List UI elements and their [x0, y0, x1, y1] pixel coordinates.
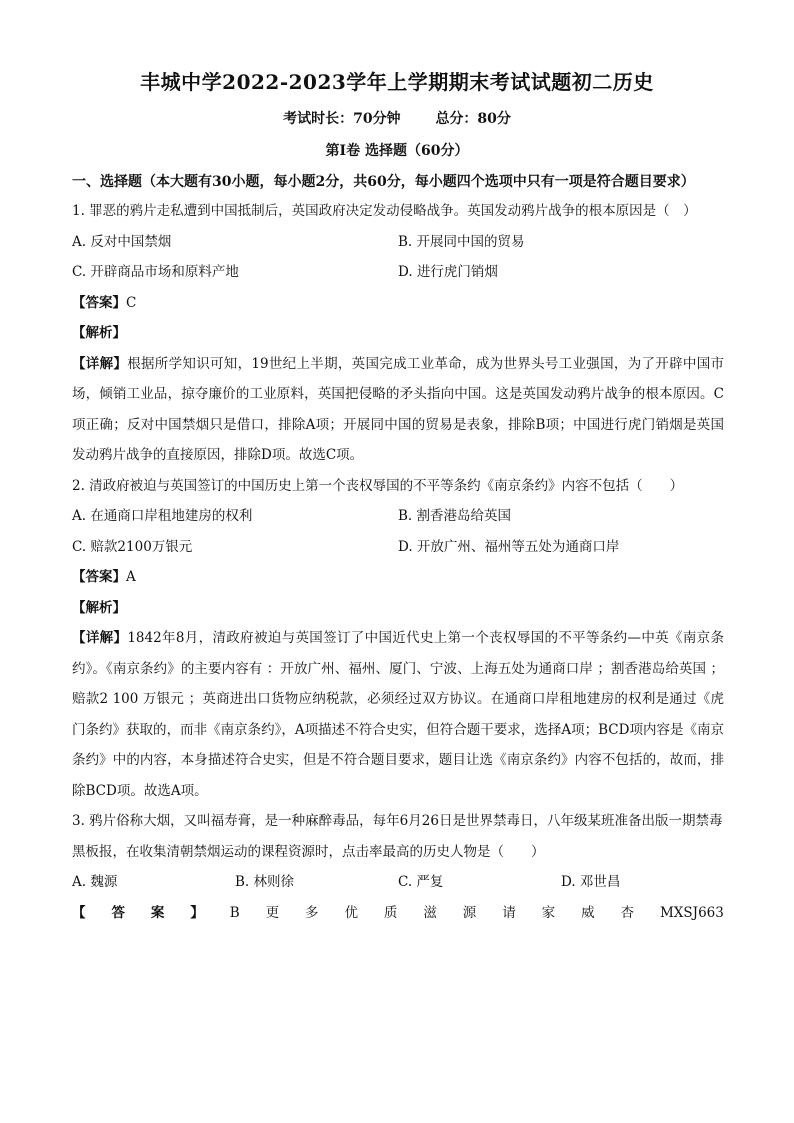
detail-tag: 【详解】	[72, 355, 128, 372]
question-stem: 1. 罪恶的鸦片走私遭到中国抵制后，英国政府决定发动侵略战争。英国发动鸦片战争的根本原因是（ ）	[72, 203, 697, 219]
question-1	[72, 196, 724, 471]
option-b: B. 林则徐	[235, 874, 295, 890]
options-list	[72, 501, 724, 562]
detail-paragraph	[72, 623, 724, 806]
question-stem: 2. 清政府被迫与英国签订的中国历史上第一个丧权辱国的不平等条约《南京条约》内容不包括（ ）	[72, 477, 684, 494]
watermark-code: MXSJ663	[659, 904, 724, 921]
volume-heading: 第Ⅰ卷 选择题（60分）	[325, 143, 469, 159]
answer-char: 答	[111, 904, 125, 921]
answer-value: C	[126, 294, 137, 311]
option-d: D. 进行虎门销烟	[398, 264, 498, 280]
answer-tag: 【答案】	[72, 294, 126, 311]
detail-text: 1842年8月，清政府被迫与英国签订了中国近代史上第一个丧权辱国的不平等条约—中英《南京条约》。《南京条约》的主要内容有 ：开放广州、福州、厦门、宁波、上海五处为通商口岸 ；割香港岛给英国 ；赔款2 100 万银元 ；英商进出口货物应纳税款，必须经过双方协议。在通商口岸租地建房的权利是通过《虎门条约》获取的，而非《南京条约》，A项描述不符合史实，但符合题干要求，选择A项；BCD项内容是《南京条约》中的内容，本身描述符合史实，但是不符合题目要求，题目让选《南京条约》内容不包括的，故而，排除BCD项。故选A项。	[72, 630, 724, 799]
options-list	[72, 227, 724, 288]
answer-char: 案	[150, 904, 165, 921]
detail-paragraph	[72, 349, 724, 471]
option-b: B. 开展同中国的贸易	[398, 233, 525, 250]
analysis-line	[72, 318, 724, 349]
watermark-char: 请	[502, 904, 516, 921]
watermark-char: 优	[344, 904, 358, 921]
option-d: D. 开放广州、福州等五处为通商口岸	[398, 538, 620, 555]
answer-line	[72, 288, 724, 319]
exam-duration: 考试时长：70分钟	[283, 111, 401, 127]
answer-char: 【	[72, 904, 86, 921]
answer-line	[72, 562, 724, 593]
option-d: D. 邓世昌	[561, 874, 621, 890]
watermark-char: 家	[541, 904, 556, 921]
option-b: B. 割香港岛给英国	[398, 508, 512, 524]
analysis-tag: 【解析】	[72, 599, 126, 616]
watermark-char: 质	[383, 904, 398, 921]
section-heading: 一、选择题（本大题有30小题，每小题2分，共60分，每小题四个选项中只有一项是符合题目要求）	[72, 174, 695, 190]
watermark-char: 滋	[423, 904, 437, 921]
detail-text: 根据所学知识可知，19世纪上半期，英国完成工业革命，成为世界头号工业强国，为了开辟中国市场，倾销工业品，掠夺廉价的工业原料，英国把侵略的矛头指向中国。这是英国发动鸦片战争的根本原因。C项正确；反对中国禁烟只是借口，排除A项；开展同中国的贸易是表象，排除B项；中国进行虎门销烟是英国发动鸦片战争的直接原因，排除D项。故选C项。	[72, 355, 724, 463]
question-3	[72, 806, 724, 928]
watermark-char: 源	[462, 904, 477, 921]
option-a: A. 魏源	[72, 874, 118, 890]
answer-value: A	[126, 569, 136, 585]
watermark-char: 杏	[620, 904, 635, 921]
option-c: C. 开辟商品市场和原料产地	[72, 264, 239, 280]
exam-total-score: 总分：80分	[435, 111, 511, 127]
question-2	[72, 471, 724, 807]
watermark-char: 多	[305, 904, 319, 921]
answer-char: 】	[190, 904, 204, 921]
option-a: A. 在通商口岸租地建房的权利	[72, 508, 253, 524]
detail-tag: 【详解】	[72, 630, 128, 646]
exam-content	[72, 168, 724, 928]
exam-title: 丰城中学2022-2023学年上学期期末考试试题初二历史	[140, 70, 654, 94]
exam-meta	[0, 108, 794, 128]
answer-tag: 【答案】	[72, 569, 126, 585]
answer-line	[72, 898, 724, 929]
analysis-line	[72, 593, 724, 624]
options-list	[72, 867, 724, 898]
answer-value: B	[229, 904, 240, 921]
option-c: C. 赔款2100万银元	[72, 538, 193, 555]
option-a: A. 反对中国禁烟	[72, 233, 172, 250]
watermark-char: 威	[581, 904, 595, 921]
question-stem: 3. 鸦片俗称大烟，又叫福寿膏，是一种麻醉毒品，每年6月26日是世界禁毒日，八年级某班准备出版一期禁毒黑板报，在收集清朝禁烟运动的课程资源时，点击率最高的历史人物是（ ）	[72, 813, 723, 860]
watermark-char: 更	[265, 904, 280, 921]
analysis-tag: 【解析】	[72, 325, 126, 341]
option-c: C. 严复	[398, 874, 444, 890]
